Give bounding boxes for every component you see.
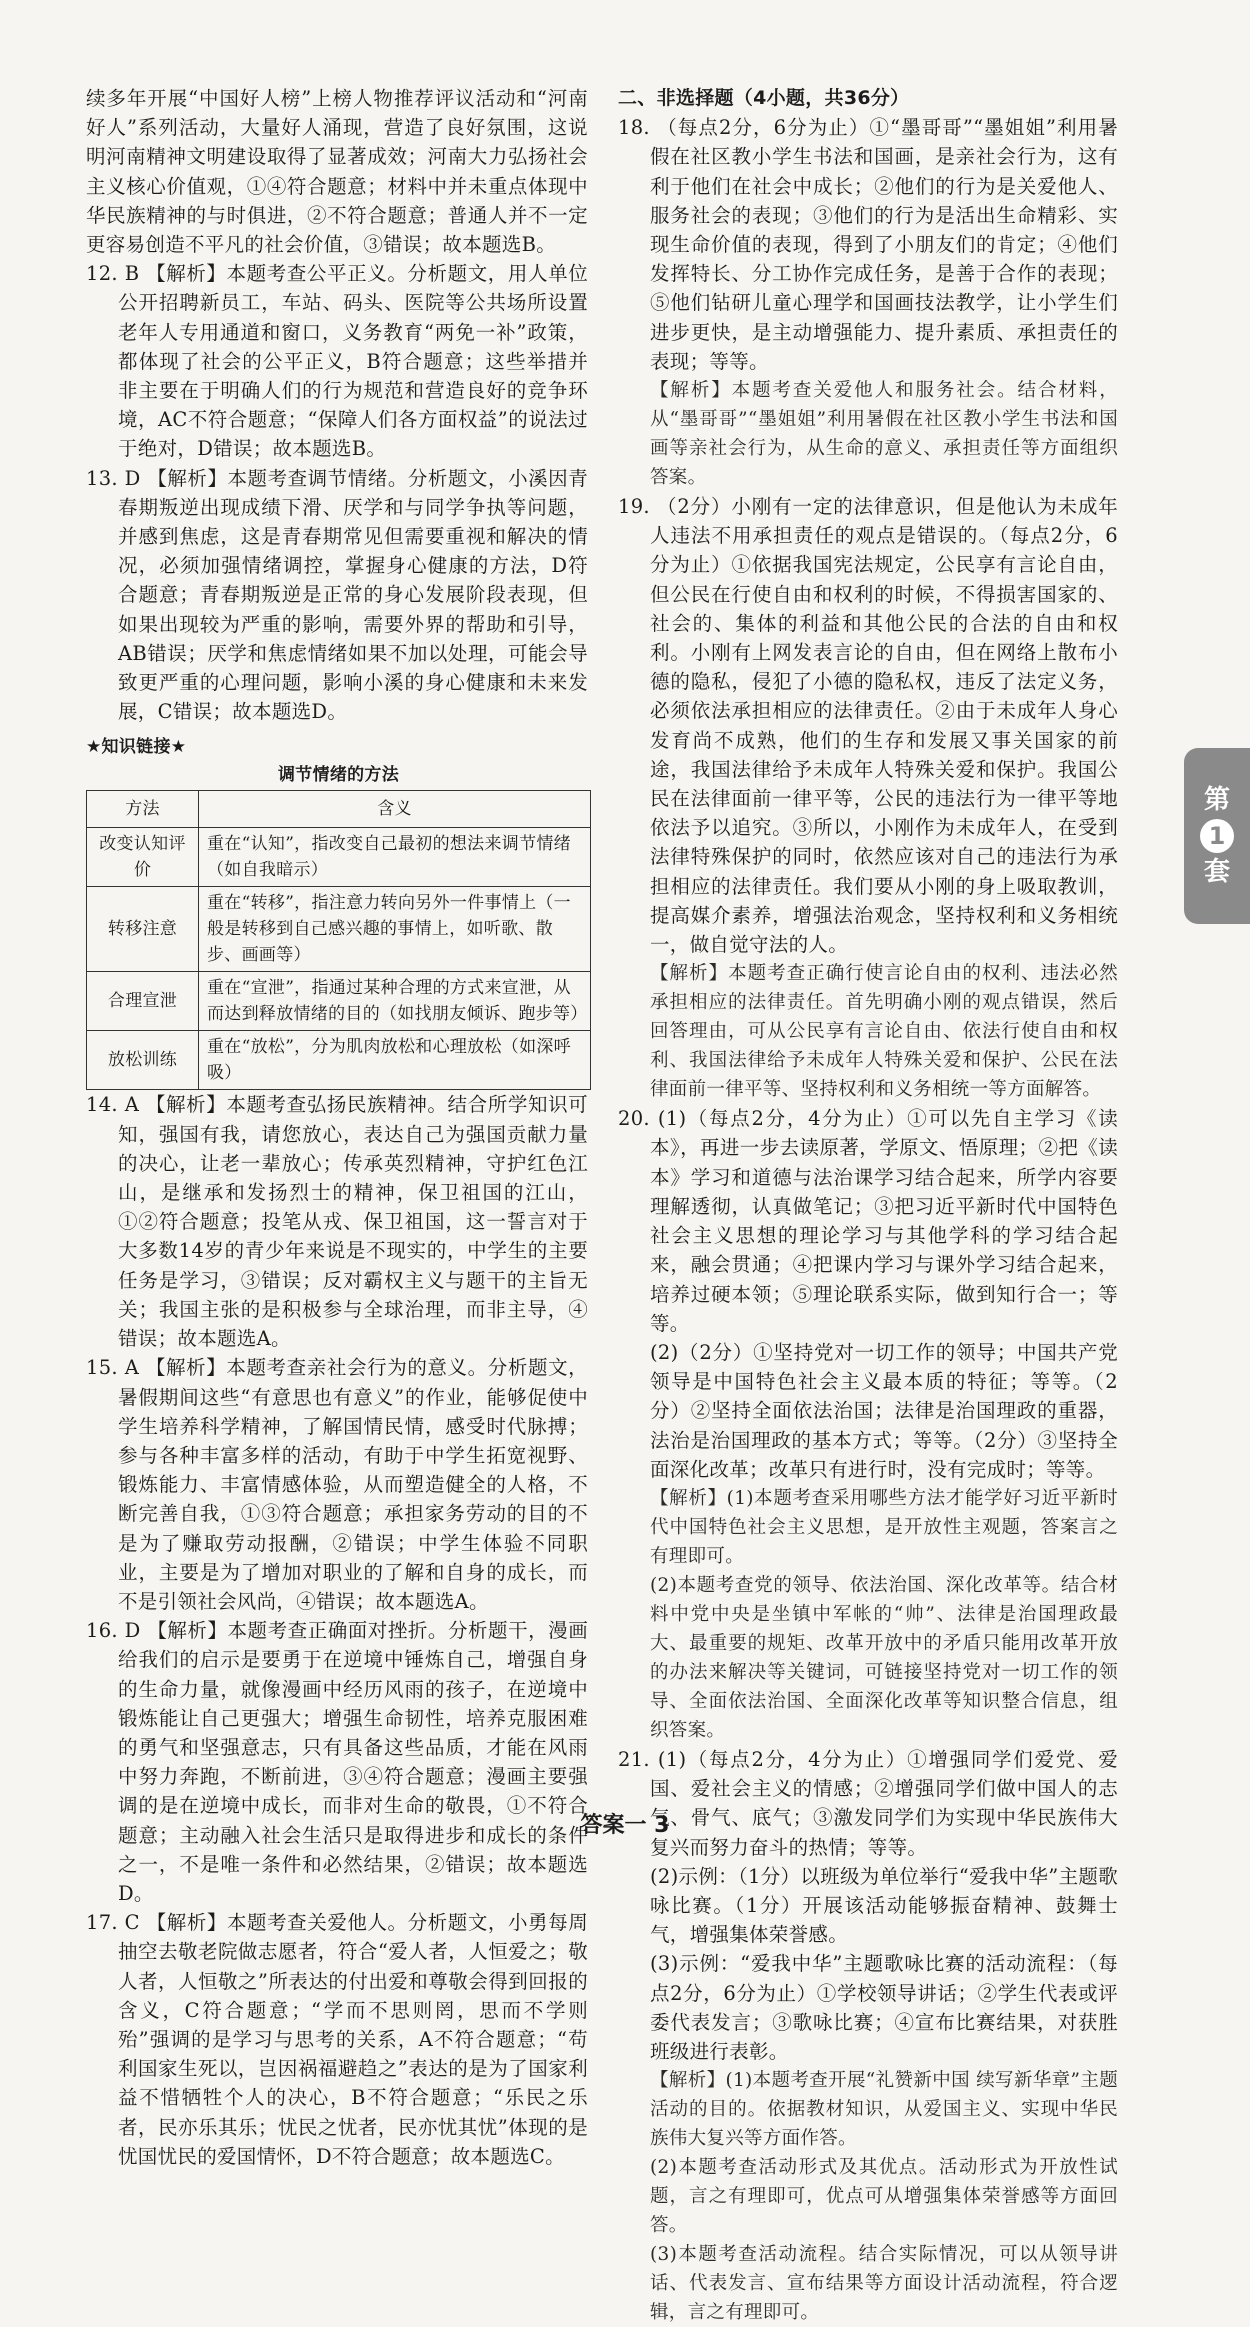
answer-21-part1: 21. (1)（每点2分，4分为止）①增强同学们爱党、爱国、爱社会主义的情感；②增强同学们做中国人的志气、骨气、底气；③激发同学们为实现中华民族伟大复兴而努力奋斗的热情；等等。 [618,1747,1118,1859]
answer-20-part1: 20. (1)（每点2分，4分为止）①可以先自主学习《读本》，再进一步去读原著，学原文、悟原理；②把《读本》学习和道德与法治课学习结合起来，所学内容要理解透彻，认真做笔记；③把习近平新时代中国特色社会主义思想的理论学习与其他学科的学习结合起来，融会贯通；④把课内学习与课外学习结合起来，培养过硬本领；⑤理论联系实际，做到知行合一；等等。 [618,1107,1118,1335]
table-header-meaning: 含义 [199,791,591,828]
analysis-20-part1: 【解析】(1)本题考查采用哪些方法才能学好习近平新时代中国特色社会主义思想，是开放性主观题，答案言之有理即可。 [650,1487,1118,1567]
table-row [87,828,591,887]
meaning-cell: 重在“转移”，指注意力转向另外一件事情上（一般是转移到自己感兴趣的事情上，如听歌、散步、画画等） [199,887,591,972]
method-cell: 放松训练 [87,1031,199,1090]
analysis-19: 【解析】本题考查正确行使言论自由的权利、违法必然承担相应的法律责任。首先明确小刚的观点错误，然后回答理由，可从公民享有言论自由、依法行使自由和权利、我国法律给予未成年人特殊关爱和保护、公民在法律面前一律平等、坚持权利和义务相统一等方面解答。 [650,963,1118,1101]
meaning-cell: 重在“认知”，指改变自己最初的想法来调节情绪（如自我暗示） [199,828,591,887]
tab-label-bottom: 套 [1203,857,1230,887]
section-heading: 二、非选择题（4小题，共36分） [618,87,910,109]
analysis-21-part3: (3)本题考查活动流程。结合实际情况，可以从领导讲话、代表发言、宣布结果等方面设计活动流程，符合逻辑，言之有理即可。 [650,2244,1118,2324]
answer-14: 14. A 【解析】本题考查弘扬民族精神。结合所学知识可知，强国有我，请您放心，表达自己为强国贡献力量的决心，让老一辈放心；传承英烈精神，守护红色江山，是继承和发扬烈士的精神，保卫祖国的江山，①②符合题意；投笔从戎、保卫祖国，这一誓言对于大多数14岁的青少年来说是不现实的，中学生的主要任务是学习，③错误；反对霸权主义与题干的主旨无关；我国主张的是积极参与全球治理，而非主导，④错误；故本题选A。 [86,1093,588,1351]
meaning-cell: 重在“放松”，分为肌肉放松和心理放松（如深呼吸） [199,1031,591,1090]
answer-16: 16. D 【解析】本题考查正确面对挫折。分析题干，漫画给我们的启示是要勇于在逆境中锤炼自己，增强自身的生命力量，就像漫画中经历风雨的孩子，在逆境中锻炼能让自己更强大；增强生命韧性，培养克服困难的勇气和坚强意志，只有具备这些品质，才能在风雨中努力奔跑，不断前进，③④符合题意；漫画主要强调的是在逆境中成长，而非对生命的敬畏，①不符合题意；主动融入社会生活只是取得进步和成长的条件之一，不是唯一条件和必然结果，②错误；故本题选D。 [86,1619,588,1905]
method-cell: 转移注意 [87,887,199,972]
set-number-tab [1184,748,1250,924]
meaning-cell: 重在“宣泄”，指通过某种合理的方式来宣泄，从而达到释放情绪的目的（如找朋友倾诉、跑步等） [199,972,591,1031]
answer-15: 15. A 【解析】本题考查亲社会行为的意义。分析题文，暑假期间这些“有意思也有意义”的作业，能够促使中学生培养科学精神，了解国情民情，感受时代脉搏；参与各种丰富多样的活动，有助于中学生拓宽视野、锻炼能力、丰富情感体验，从而塑造健全的人格，不断完善自我，①③符合题意；承担家务劳动的目的不是为了赚取劳动报酬，②错误；中学生体验不同职业，主要是为了增加对职业的了解和自身的成长，而不是引领社会风尚，④错误；故本题选A。 [86,1356,588,1613]
right-column [618,84,1118,2327]
knowledge-link-title: 调节情绪的方法 [277,765,400,786]
knowledge-link-header: ★知识链接★ [86,737,187,758]
analysis-21-part1: 【解析】(1)本题考查开展“礼赞新中国 续写新华章”主题活动的目的。依据教材知识，从爱国主义、实现中华民族伟大复兴等方面作答。 [650,2070,1118,2150]
tab-number: 1 [1200,819,1234,853]
table-row [87,972,591,1031]
answer-19: 19. （2分）小刚有一定的法律意识，但是他认为未成年人违法不用承担责任的观点是错误的。（每点2分，6分为止）①依据我国宪法规定，公民享有言论自由，但公民在行使自由和权利的时候，不得损害国家的、社会的、集体的利益和其他公民的合法的自由和权利。小刚有上网发表言论的自由，但在网络上散布小德的隐私，侵犯了小德的隐私权，违反了法定义务，必须依法承担相应的法律责任。②由于未成年人身心发育尚不成熟，他们的生存和发展又事关国家的前途，我国法律给予未成年人特殊关爱和保护。我国公民在法律面前一律平等，公民的违法行为一律平等地依法予以追究。③所以，小刚作为未成年人，在受到法律特殊保护的同时，依然应该对自己的违法行为承担相应的法律责任。我们要从小刚的身上吸取教训，提高媒介素养，增强法治观念，坚持权利和义务相统一，做自觉守法的人。 [618,495,1118,957]
analysis-21-part2: (2)本题考查活动形式及其优点。活动形式为开放性试题，言之有理即可，优点可从增强集体荣誉感等方面回答。 [650,2157,1118,2237]
answer-13: 13. D 【解析】本题考查调节情绪。分析题文，小溪因青春期叛逆出现成绩下滑、厌学和与同学争执等问题，并感到焦虑，这是青春期常见但需要重视和解决的情况，必须加强情绪调控，掌握身心健康的方法，D符合题意；青春期叛逆是正常的身心发展阶段表现，但如果出现较为严重的影响，需要外界的帮助和引导，AB错误；厌学和焦虑情绪如果不加以处理，可能会导致更严重的心理问题，影响小溪的身心健康和未来发展，C错误；故本题选D。 [86,466,588,724]
tab-label-top: 第 [1203,785,1230,815]
analysis-20-part2: (2)本题考查党的领导、依法治国、深化改革等。结合材料中党中央是坐镇中军帐的“帅”、法律是治国理政最大、最重要的规矩、改革开放中的矛盾只能用改革开放的办法来解决等关键词，可链接坚持党对一切工作的领导、全面依法治国、全面深化改革等知识整合信息，组织答案。 [650,1574,1118,1741]
answer-18: 18. （每点2分，6分为止）①“墨哥哥”“墨姐姐”利用暑假在社区教小学生书法和国画，是亲社会行为，这有利于他们在社会中成长；②他们的行为是关爱他人、服务社会的表现；③他们的行为是活出生命精彩、实现生命价值的表现，得到了小朋友们的肯定；④他们发挥特长、分工协作完成任务，是善于合作的表现；⑤他们钻研儿童心理学和国画技法教学，让小学生们进步更快，是主动增强能力、提升素质、承担责任的表现；等等。 [618,116,1118,373]
table-row [87,887,591,972]
table-header-method: 方法 [87,791,199,828]
left-column [86,84,588,2171]
analysis-18: 【解析】本题考查关爱他人和服务社会。结合材料，从“墨哥哥”“墨姐姐”利用暑假在社区教小学生书法和国画等亲社会行为，从生命的意义、承担责任等方面组织答案。 [650,380,1118,489]
emotion-methods-table [86,790,591,1090]
answer-17: 17. C 【解析】本题考查关爱他人。分析题文，小勇每周抽空去敬老院做志愿者，符合“爱人者，人恒爱之；敬人者，人恒敬之”所表达的付出爱和尊敬会得到回报的含义，C符合题意；“学而不思则罔，思而不学则殆”强调的是学习与思考的关系，A不符合题意；“苟利国家生死以，岂因祸福避趋之”表达的是为了国家利益不惜牺牲个人的决心，B不符合题意；“乐民之乐者，民亦乐其乐；忧民之忧者，民亦忧其忧”体现的是忧国忧民的爱国情怀，D不符合题意；故本题选C。 [86,1911,588,2168]
answer-21-part2: (2)示例：（1分）以班级为单位举行“爱我中华”主题歌咏比赛。（1分）开展该活动能够振奋精神、鼓舞士气，增强集体荣誉感。 [650,1864,1118,1947]
method-cell: 合理宣泄 [87,972,199,1031]
q11-continuation: 续多年开展“中国好人榜”上榜人物推荐评议活动和“河南好人”系列活动，大量好人涌现，营造了良好氛围，这说明河南精神文明建设取得了显著成效；河南大力弘扬社会主义核心价值观，①④符合题意；材料中并未重点体现中华民族精神的与时俱进，②不符合题意；普通人并不一定更容易创造不平凡的社会价值，③错误；故本题选B。 [86,87,588,257]
answer-21-part3: (3)示例：“爱我中华”主题歌咏比赛的活动流程：（每点2分，6分为止）①学校领导讲话；②学生代表或评委代表发言；③歌咏比赛；④宣布比赛结果，对获胜班级进行表彰。 [650,1952,1118,2063]
answer-20-part2: (2)（2分）①坚持党对一切工作的领导；中国共产党领导是中国特色社会主义最本质的特征；等等。（2分）②坚持全面依法治国；法律是治国理政的重器，法治是治国理政的基本方式；等等。（2分）③坚持全面深化改革；改革只有进行时，没有完成时；等等。 [650,1340,1118,1481]
table-row [87,1031,591,1090]
answer-12: 12. B 【解析】本题考查公平正义。分析题文，用人单位公开招聘新员工，车站、码头、医院等公共场所设置老年人专用通道和窗口，义务教育“两免一补”政策，都体现了社会的公平正义，B符合题意；这些举措并非主要在于明确人们的行为规范和营造良好的竞争环境，AC不符合题意；“保障人们各方面权益”的说法过于绝对，D错误；故本题选B。 [86,262,588,461]
page-footer: 答案一 3 [580,1813,670,1838]
knowledge-link-box [86,734,591,1090]
method-cell: 改变认知评价 [87,828,199,887]
